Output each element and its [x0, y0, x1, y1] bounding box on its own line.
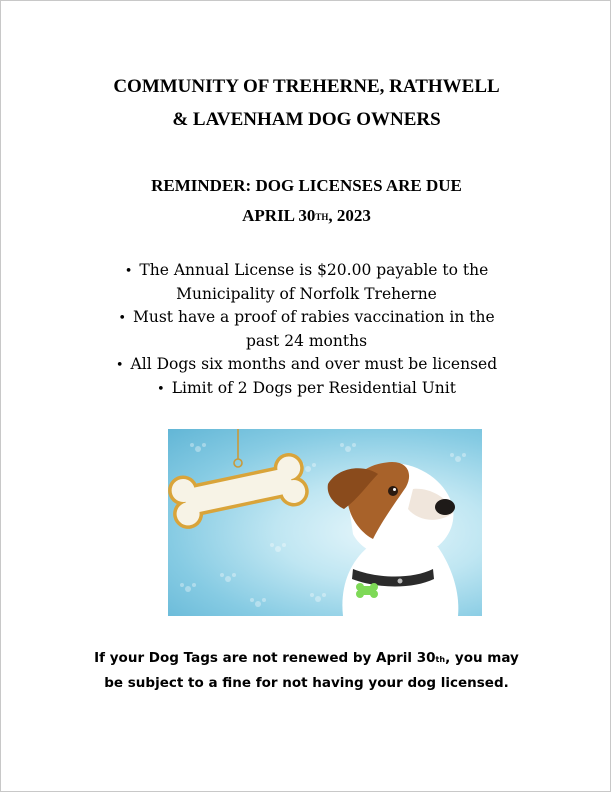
list-item — [1, 306, 611, 330]
fine-notice-text: If your Dog Tags are not renewed by April 30 — [94, 650, 436, 666]
bullet-icon: • — [124, 264, 133, 279]
due-date-year: , 2023 — [328, 206, 371, 225]
fine-notice — [1, 646, 611, 696]
list-item-text: Limit of 2 Dogs per Residential Unit — [171, 379, 456, 397]
due-date-suffix: TH — [315, 212, 329, 222]
list-item-text: past 24 months — [245, 332, 368, 350]
dog-photo — [168, 429, 482, 616]
list-item-text: All Dogs six months and over must be licensed — [130, 355, 498, 373]
title-line-1: COMMUNITY OF TREHERNE, RATHWELL — [113, 76, 500, 97]
list-item — [1, 377, 611, 401]
due-date-month-day: APRIL 30 — [242, 206, 316, 225]
list-item — [1, 259, 611, 283]
due-date — [1, 202, 611, 230]
list-item — [1, 353, 611, 377]
list-item-text: The Annual License is $20.00 payable to the — [139, 261, 489, 279]
bullet-icon: • — [157, 382, 165, 397]
title-line-2: & LAVENHAM DOG OWNERS — [172, 109, 441, 130]
list-item-continuation — [1, 330, 611, 353]
bone-tag-icon — [168, 450, 312, 532]
fine-notice-line-1 — [1, 646, 611, 671]
dog-with-bone-tag-illustration — [168, 429, 482, 616]
fine-notice-text-after: , you may — [445, 650, 519, 666]
fine-notice-suffix: th — [435, 655, 446, 664]
list-item-text: Must have a proof of rabies vaccination in the — [133, 308, 495, 326]
requirements-list — [1, 259, 611, 401]
fine-notice-line-2: be subject to a fine for not having your dog licensed. — [104, 675, 509, 691]
dog-icon — [328, 462, 459, 616]
bullet-icon: • — [118, 311, 126, 326]
list-item-text: Municipality of Norfolk Treherne — [176, 285, 437, 303]
reminder-heading: REMINDER: DOG LICENSES ARE DUE — [151, 176, 462, 195]
bullet-icon: • — [115, 358, 124, 373]
list-item-continuation — [1, 283, 611, 306]
